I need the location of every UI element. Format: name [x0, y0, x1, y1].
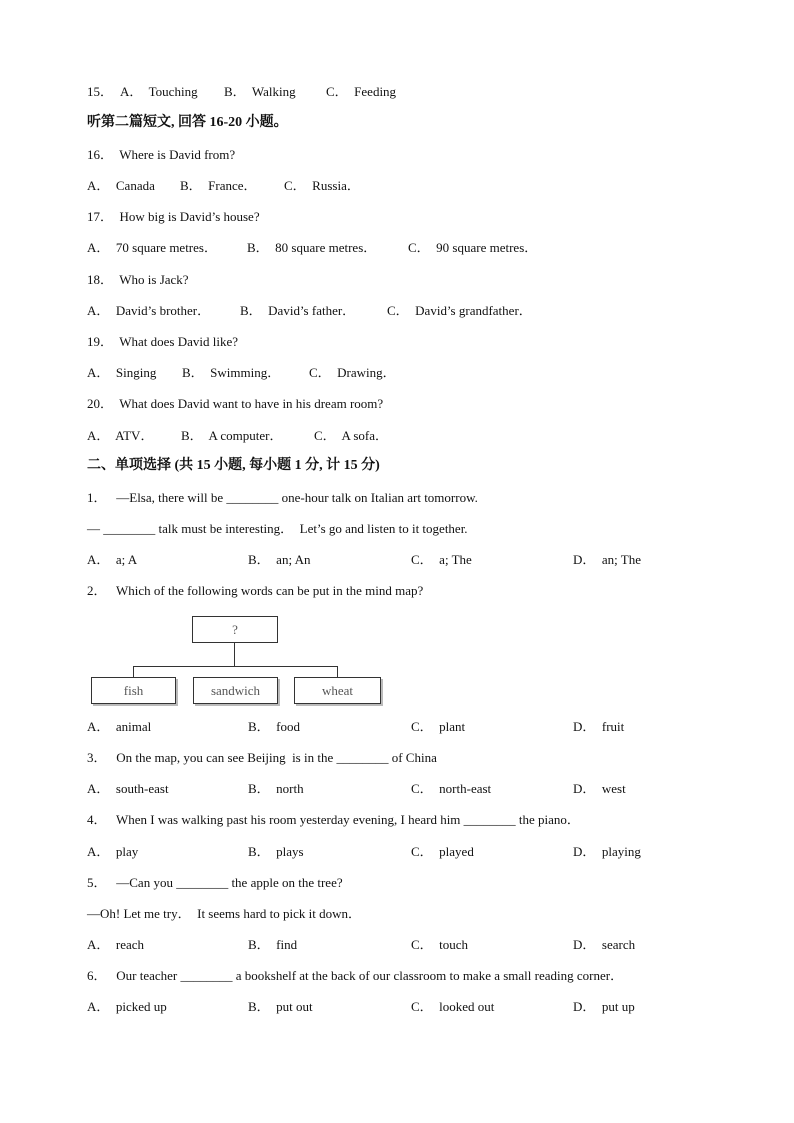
mc2-option-c[interactable]: C． plant — [411, 719, 466, 734]
mc2-option-b[interactable]: B． food — [248, 719, 301, 734]
mc1-option-d[interactable]: D． an; The — [573, 552, 641, 567]
q20-stem: 20． What does David want to have in his dream room? — [87, 396, 384, 411]
mc1-option-c[interactable]: C． a; The — [411, 552, 472, 567]
mc1-option-b[interactable]: B． an; An — [248, 552, 311, 567]
mind-map-connector-vertical — [234, 642, 235, 667]
mc4-option-d[interactable]: D． playing — [573, 844, 641, 859]
q15-option-b[interactable]: B． Walking — [224, 84, 296, 99]
q16-option-a[interactable]: A． Canada — [87, 178, 155, 193]
mc5-option-a[interactable]: A． reach — [87, 937, 145, 952]
q18-option-b[interactable]: B． David’s father． — [240, 303, 356, 318]
q17-option-a[interactable]: A． 70 square metres． — [87, 240, 217, 255]
mc1-stem-line1: 1． —Elsa, there will be ________ one-hour talk on Italian art tomorrow. — [87, 490, 478, 505]
mc5-option-d[interactable]: D． search — [573, 937, 636, 952]
q20-option-b[interactable]: B． A computer． — [181, 428, 283, 443]
q17-stem: 17． How big is David’s house? — [87, 209, 260, 224]
mc5-stem-line1: 5． —Can you ________ the apple on the tree? — [87, 875, 343, 890]
mind-map-top-node: ? — [192, 616, 278, 643]
q19-option-a[interactable]: A． Singing — [87, 365, 157, 380]
mc6-option-d[interactable]: D． put up — [573, 999, 635, 1014]
q18-option-a[interactable]: A． David’s brother． — [87, 303, 211, 318]
mind-map-connector-left — [133, 666, 134, 677]
q18-stem: 18． Who is Jack? — [87, 272, 189, 287]
q15-option-c[interactable]: C． Feeding — [326, 84, 397, 99]
q19-stem: 19． What does David like? — [87, 334, 239, 349]
mc1-option-a[interactable]: A． a; A — [87, 552, 138, 567]
q17-option-b[interactable]: B． 80 square metres． — [247, 240, 377, 255]
q17-option-c[interactable]: C． 90 square metres． — [408, 240, 538, 255]
mc6-option-a[interactable]: A． picked up — [87, 999, 167, 1014]
mc3-option-c[interactable]: C． north-east — [411, 781, 492, 796]
mc5-stem-line2: —Oh! Let me try． It seems hard to pick it down． — [87, 906, 362, 921]
mind-map-node-right: wheat — [294, 677, 381, 704]
mc2-option-a[interactable]: A． animal — [87, 719, 152, 734]
q16-option-c[interactable]: C． Russia． — [284, 178, 360, 193]
mc4-stem: 4． When I was walking past his room yesterday evening, I heard him ________ the piano． — [87, 812, 580, 827]
mind-map-connector-horizontal — [133, 666, 337, 667]
mind-map-connector-right — [337, 666, 338, 677]
mc6-option-c[interactable]: C． looked out — [411, 999, 495, 1014]
section-heading-listening-2: 听第二篇短文, 回答 16-20 小题。 — [87, 115, 288, 130]
mc3-option-a[interactable]: A． south-east — [87, 781, 169, 796]
q16-option-b[interactable]: B． France． — [180, 178, 257, 193]
q20-option-c[interactable]: C． A sofa． — [314, 428, 389, 443]
mc3-stem: 3． On the map, you can see Beijing is in the ________ of China — [87, 750, 437, 765]
mc4-option-c[interactable]: C． played — [411, 844, 474, 859]
q19-option-b[interactable]: B． Swimming． — [182, 365, 281, 380]
q18-option-c[interactable]: C． David’s grandfather． — [387, 303, 532, 318]
mc3-option-d[interactable]: D． west — [573, 781, 626, 796]
mind-map-node-middle: sandwich — [193, 677, 278, 704]
mc1-stem-line2: — ________ talk must be interesting． Let’s go and listen to it together. — [87, 521, 468, 536]
mc5-option-b[interactable]: B． find — [248, 937, 298, 952]
mc2-stem: 2． Which of the following words can be put in the mind map? — [87, 583, 424, 598]
mc6-stem: 6． Our teacher ________ a bookshelf at the back of our classroom to make a small reading corner． — [87, 968, 624, 983]
mc5-option-c[interactable]: C． touch — [411, 937, 469, 952]
q15-option-a[interactable]: A． Touching — [120, 84, 198, 99]
q15-number: 15． — [87, 84, 114, 99]
mc3-option-b[interactable]: B． north — [248, 781, 304, 796]
mc6-option-b[interactable]: B． put out — [248, 999, 313, 1014]
q16-stem: 16． Where is David from? — [87, 147, 236, 162]
q20-option-a[interactable]: A． ATV． — [87, 428, 154, 443]
section-heading-multiple-choice: 二、单项选择 (共 15 小题, 每小题 1 分, 计 15 分) — [87, 458, 380, 473]
q19-option-c[interactable]: C． Drawing． — [309, 365, 396, 380]
mc4-option-a[interactable]: A． play — [87, 844, 139, 859]
mind-map-node-left: fish — [91, 677, 176, 704]
mc2-option-d[interactable]: D． fruit — [573, 719, 625, 734]
mc4-option-b[interactable]: B． plays — [248, 844, 304, 859]
